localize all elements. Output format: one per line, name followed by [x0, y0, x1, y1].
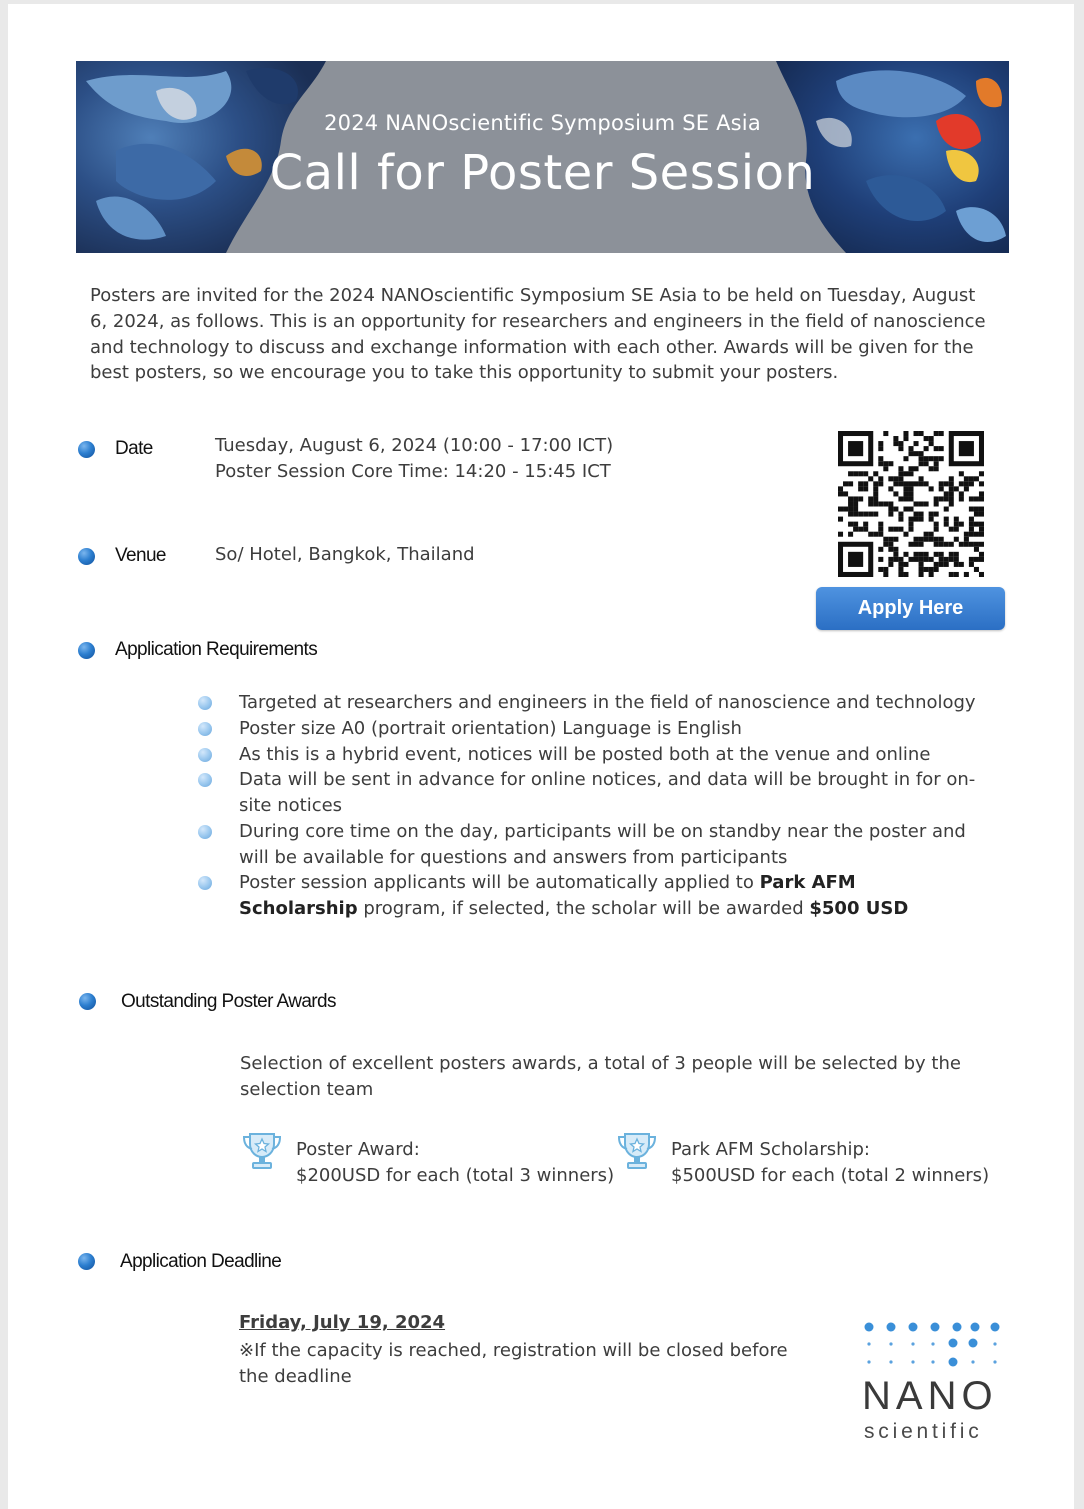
- date-line-1: Tuesday, August 6, 2024 (10:00 - 17:00 ICT): [215, 435, 614, 456]
- award-1-title: Poster Award:: [296, 1139, 420, 1160]
- requirement-item: Targeted at researchers and engineers in the field of nanoscience and technology: [239, 692, 976, 713]
- banner-title: Call for Poster Session: [269, 145, 816, 201]
- list-bullet-icon: [198, 696, 212, 710]
- scholarship-amount: $500 USD: [809, 898, 909, 919]
- trophy-icon: [615, 1128, 659, 1172]
- award-2-detail: $500USD for each (total 2 winners): [671, 1165, 990, 1186]
- section-bullet-icon: [78, 1253, 95, 1270]
- intro-paragraph: Posters are invited for the 2024 NANOscientific Symposium SE Asia to be held on Tuesday, August 6, 2024, as follows. This is an opportunity for researchers and engineers in the field of nanoscience and technology to discuss and exchange information with each other. Awards will be given for the best posters, so we encourage you to take this opportunity to submit your posters.: [90, 285, 986, 384]
- requirement-item: During core time on the day, participants will be on standby near the poster and will be available for questions and answers from participants: [239, 821, 966, 868]
- venue-value: So/ Hotel, Bangkok, Thailand: [215, 544, 475, 565]
- requirement-text: Poster session applicants will be automatically applied to: [239, 872, 760, 893]
- requirement-item: As this is a hybrid event, notices will be posted both at the venue and online: [239, 744, 931, 765]
- requirement-item-scholarship: [239, 870, 959, 922]
- qr-code[interactable]: [838, 431, 984, 577]
- trophy-icon: [240, 1128, 284, 1172]
- list-bullet-icon: [198, 825, 212, 839]
- list-bullet-icon: [198, 748, 212, 762]
- awards-label: Outstanding Poster Awards: [121, 991, 336, 1012]
- requirement-text: program, if selected, the scholar will be awarded: [357, 898, 810, 919]
- requirement-item: Poster size A0 (portrait orientation) Language is English: [239, 718, 742, 739]
- award-1-detail: $200USD for each (total 3 winners): [296, 1165, 615, 1186]
- apply-here-button[interactable]: Apply Here: [816, 587, 1005, 630]
- scholarship-name: Park AFM Scholarship: [239, 872, 856, 919]
- list-bullet-icon: [198, 876, 212, 890]
- deadline-date: Friday, July 19, 2024: [239, 1312, 446, 1333]
- list-bullet-icon: [198, 722, 212, 736]
- section-bullet-icon: [78, 441, 95, 458]
- banner-subtitle: 2024 NANOscientific Symposium SE Asia: [324, 111, 761, 135]
- requirements-label: Application Requirements: [115, 639, 318, 660]
- header-banner: [76, 61, 1009, 253]
- section-bullet-icon: [78, 642, 95, 659]
- date-label: Date: [115, 438, 153, 459]
- list-bullet-icon: [198, 773, 212, 787]
- requirement-item: Data will be sent in advance for online notices, and data will be brought in for on-site notices: [239, 769, 976, 816]
- venue-label: Venue: [115, 545, 166, 566]
- section-bullet-icon: [78, 548, 95, 565]
- section-bullet-icon: [79, 993, 96, 1010]
- nanoscientific-logo-dots: [855, 1318, 1015, 1370]
- deadline-note: ※If the capacity is reached, registration will be closed before the deadline: [239, 1340, 788, 1387]
- deadline-label: Application Deadline: [120, 1251, 282, 1272]
- award-2-title: Park AFM Scholarship:: [671, 1139, 870, 1160]
- date-line-2: Poster Session Core Time: 14:20 - 15:45 ICT: [215, 461, 611, 482]
- logo-word-scientific: scientific: [864, 1420, 983, 1443]
- awards-description: Selection of excellent posters awards, a total of 3 people will be selected by the selection team: [240, 1053, 961, 1100]
- logo-word-nano: NANO: [862, 1374, 998, 1418]
